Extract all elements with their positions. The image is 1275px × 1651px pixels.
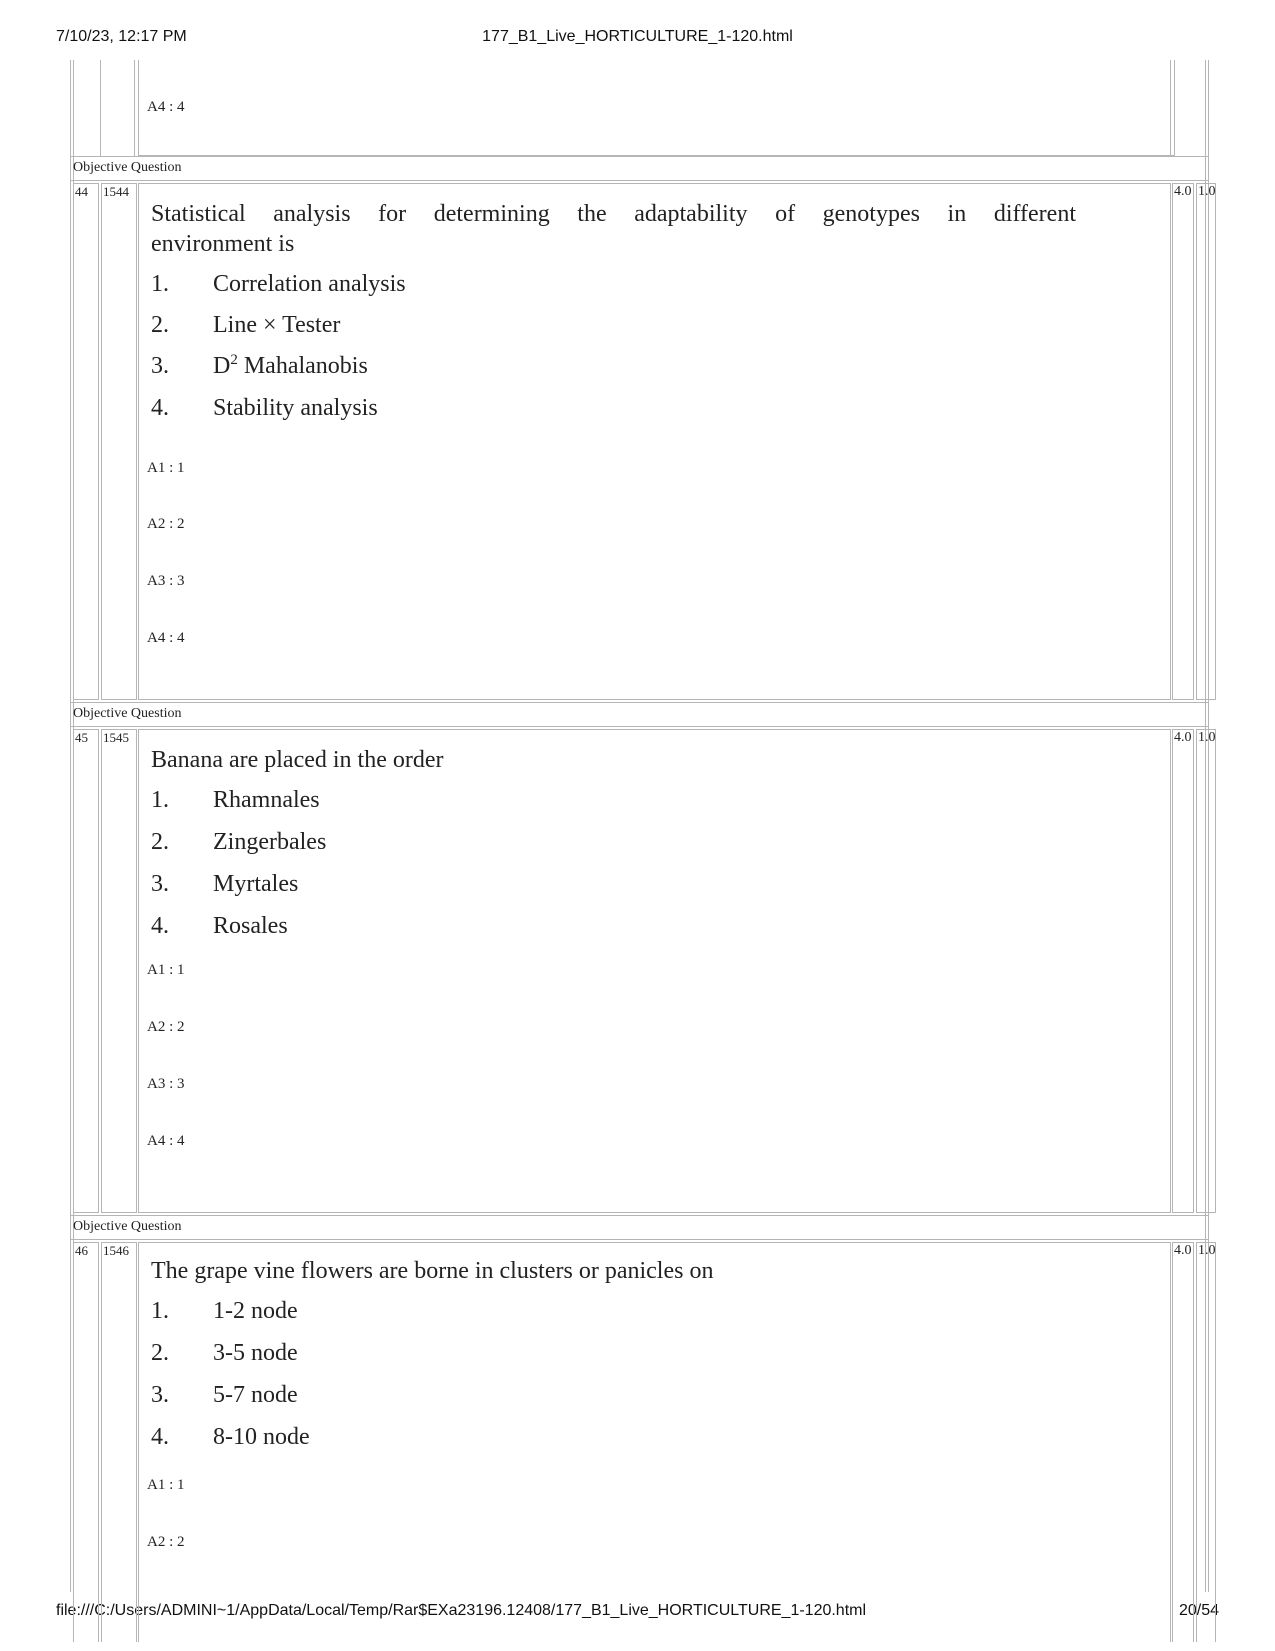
- answer-1: A1 : 1: [147, 962, 185, 978]
- question-negative-marks: 1.0: [1198, 1243, 1216, 1258]
- option-3: 3. 5-7 node: [151, 1382, 298, 1408]
- question-type-label: Objective Question: [73, 706, 182, 721]
- question-negative-marks: 1.0: [1198, 730, 1216, 745]
- answer-2: A2 : 2: [147, 1019, 185, 1035]
- option-2: 2. 3-5 node: [151, 1340, 298, 1366]
- question-marks: 4.0: [1174, 1243, 1192, 1258]
- question-text: Banana are placed in the order: [151, 747, 444, 773]
- option-1: 1. Rhamnales: [151, 787, 320, 813]
- print-datetime: 7/10/23, 12:17 PM: [56, 28, 187, 45]
- answer-2: A2 : 2: [147, 516, 185, 532]
- question-text: The grape vine flowers are borne in clusters or panicles on: [151, 1258, 714, 1284]
- option-2: 2. Zingerbales: [151, 829, 327, 855]
- answer-3: A3 : 3: [147, 573, 185, 589]
- question-negative-marks: 1.0: [1198, 184, 1216, 199]
- file-path: file:///C:/Users/ADMINI~1/AppData/Local/Temp/Rar$EXa23196.12408/177_B1_Live_HORTICULTURE_1-120.html: [56, 1602, 867, 1619]
- option-3: 3. $D^2$ Mahalanobis: [151, 352, 368, 379]
- answer-1: A1 : 1: [147, 460, 185, 476]
- option-1: 1. Correlation analysis: [151, 271, 406, 297]
- option-2: 2. Line × Tester: [151, 312, 341, 338]
- document-title: 177_B1_Live_HORTICULTURE_1-120.html: [482, 28, 793, 45]
- prev-answer-4: A4 : 4: [147, 99, 185, 115]
- answer-2: A2 : 2: [147, 1534, 185, 1550]
- question-text-line-1: Statistical analysis for determining the adaptability of genotypes in different: [151, 201, 1076, 227]
- question-type-label: Objective Question: [73, 160, 182, 175]
- answer-4: A4 : 4: [147, 630, 185, 646]
- question-serial: 46: [75, 1243, 88, 1258]
- option-1: 1. 1-2 node: [151, 1298, 298, 1324]
- question-id: 1546: [103, 1243, 129, 1258]
- answer-3: A3 : 3: [147, 1076, 185, 1092]
- question-type-label: Objective Question: [73, 1219, 182, 1234]
- question-marks: 4.0: [1174, 184, 1192, 199]
- question-id: 1544: [103, 184, 129, 199]
- question-serial: 45: [75, 730, 88, 745]
- option-4: 4. 8-10 node: [151, 1424, 310, 1450]
- option-3: 3. Myrtales: [151, 871, 299, 897]
- answer-1: A1 : 1: [147, 1477, 185, 1493]
- question-serial: 44: [75, 184, 88, 199]
- option-4: 4. Stability analysis: [151, 395, 378, 421]
- question-marks: 4.0: [1174, 730, 1192, 745]
- question-id: 1545: [103, 730, 129, 745]
- page-number: 20/54: [1178, 1602, 1219, 1619]
- question-text-line-2: environment is: [151, 231, 295, 257]
- option-4: 4. Rosales: [151, 913, 288, 939]
- answer-4: A4 : 4: [147, 1133, 185, 1149]
